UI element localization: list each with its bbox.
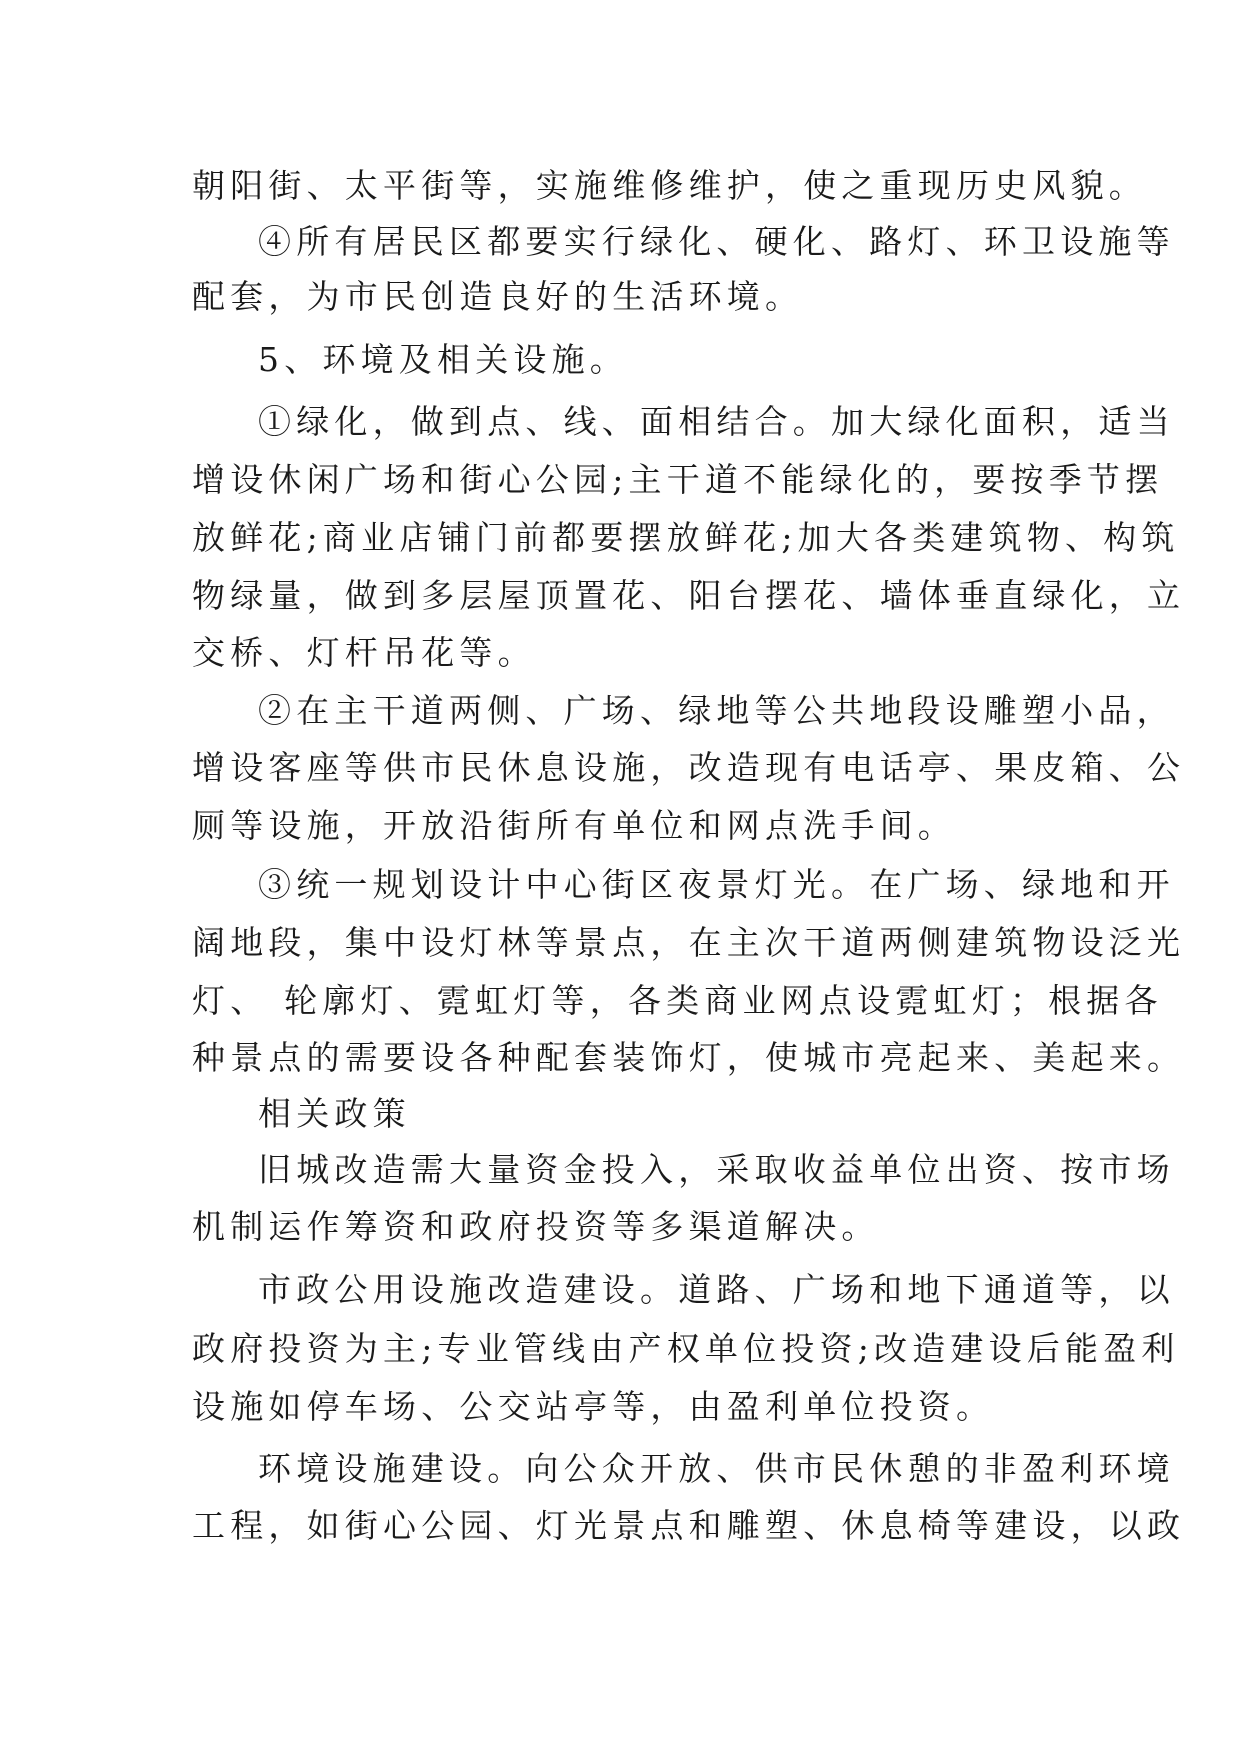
section-heading: 相关政策 [258,1094,411,1133]
text-line: 工程，如街心公园、灯光景点和雕塑、休息椅等建设，以政 [192,1506,1186,1545]
text-line: 旧城改造需大量资金投入，采取收益单位出资、按市场 [258,1150,1175,1189]
text-line: 增设休闲广场和街心公园;主干道不能绿化的，要按季节摆 [192,460,1164,499]
text-line: 5、环境及相关设施。 [258,340,628,379]
text-line: ③统一规划设计中心街区夜景灯光。在广场、绿地和开 [258,865,1175,904]
text-line: 放鲜花;商业店铺门前都要摆放鲜花;加大各类建筑物、构筑 [192,518,1180,557]
text-line: 阔地段，集中设灯林等景点，在主次干道两侧建筑物设泛光 [192,923,1186,962]
text-line: 环境设施建设。向公众开放、供市民休憩的非盈利环境 [258,1449,1175,1488]
text-line: 交桥、灯杆吊花等。 [192,633,536,672]
text-line: 配套，为市民创造良好的生活环境。 [192,277,804,316]
text-line: 厕等设施，开放沿街所有单位和网点洗手间。 [192,806,956,845]
text-line: 设施如停车场、公交站亭等，由盈利单位投资。 [192,1387,995,1426]
text-line: 政府投资为主;专业管线由产权单位投资;改造建设后能盈利 [192,1329,1180,1368]
text-line: ①绿化，做到点、线、面相结合。加大绿化面积，适当 [258,402,1175,441]
text-line: 物绿量，做到多层屋顶置花、阳台摆花、墙体垂直绿化，立 [192,576,1186,615]
text-line: 机制运作筹资和政府投资等多渠道解决。 [192,1207,880,1246]
text-line: 种景点的需要设各种配套装饰灯，使城市亮起来、美起来。 [192,1038,1186,1077]
text-line: 市政公用设施改造建设。道路、广场和地下通道等，以 [258,1270,1175,1309]
text-line: 朝阳街、太平街等，实施维修维护，使之重现历史风貌。 [192,166,1147,205]
text-line: 灯、 轮廓灯、霓虹灯等，各类商业网点设霓虹灯；根据各 [192,981,1163,1020]
text-line: ②在主干道两侧、广场、绿地等公共地段设雕塑小品， [258,691,1175,730]
text-line: ④所有居民区都要实行绿化、硬化、路灯、环卫设施等 [258,222,1175,261]
text-line: 增设客座等供市民休息设施，改造现有电话亭、果皮箱、公 [192,748,1186,787]
